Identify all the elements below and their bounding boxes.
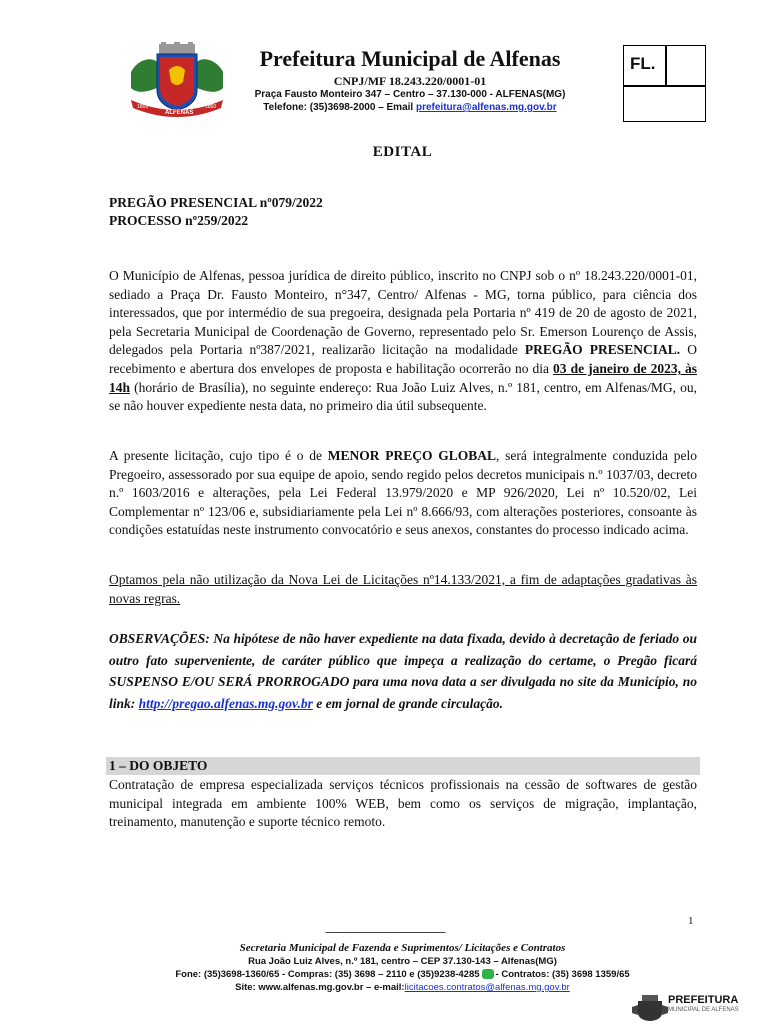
folio-box-hline — [623, 85, 706, 87]
section-1-text: Contratação de empresa especializada serviços técnicos profissionais na cessão de softwares de gestão municipal integrada em ambiente 100% WEB, bem como os serviços de migração, implantação, treinamento, manutenção e suporte técnico remoto. — [109, 777, 697, 830]
header-title: Prefeitura Municipal de Alfenas — [259, 46, 561, 71]
footer-address: Rua João Luiz Alves, n.º 181, centro – CEP 37.130-143 – Alfenas(MG) — [248, 956, 557, 967]
footer-crest-icon — [632, 995, 668, 1021]
footer-divider: --------------------------------------------- — [325, 926, 445, 938]
footer-logo-subtext: MUNICIPAL DE ALFENAS — [668, 1007, 739, 1013]
footer-department: Secretaria Municipal de Fazenda e Suprimentos/ Licitações e Contratos — [239, 942, 566, 954]
intro-paragraph: O Município de Alfenas, pessoa jurídica de direito público, inscrito no CNPJ sob o nº 18.243.220/0001-01, sediado a Praça Dr. Fausto Monteiro, n°347, Centro/ Alfenas - MG, torna público, para ciência dos interessados, que por intermédio de sua pregoeira, designada pela Portaria nº 419 de 20 de agosto de 2021, pela Secretaria Municipal de Coordenação de Governo, representado pelo Sr. Emerson Lourenço de Assis, delegados pela Portaria nº387/2021, realizarão licitação na modalidade PREGÃO PRESENCIAL. O recebimento e abertura dos envelopes de proposta e habilitação ocorrerão no dia 03 de janeiro de 2023, às 14h (horário de Brasília), no seguinte endereço: Rua João Luiz Alves, n.º 181, centro, em Alfenas/MG, ou, se não houver expediente nesta data, no primeiro dia útil subsequente. — [109, 268, 698, 414]
page-number: 1 — [688, 915, 694, 927]
svg-text:1860: 1860 — [205, 104, 217, 110]
footer-logo-text: PREFEITURA — [668, 994, 739, 1006]
observations-paragraph: OBSERVAÇÕES: Na hipótese de não haver expediente na data fixada, devido à decretação de feriado ou outro fato superveniente, de caráter público que impeça a realização do certame, o Pregão ficará SUSPENSO E/OU SERÁ PRORROGADO para uma nova data a ser divulgada no site da Município, no link: http://pregao.alfenas.mg.gov.br e em jornal de grande circulação. — [109, 631, 697, 711]
header-email-link[interactable]: prefeitura@alfenas.mg.gov.br — [415, 102, 557, 113]
header-address: Praça Fausto Monteiro 347 – Centro – 37.130-000 - ALFENAS(MG) — [254, 89, 566, 100]
document-title: EDITAL — [372, 144, 433, 160]
new-law-notice: Optamos pela não utilização da Nova Lei de Licitações nº14.133/2021, a fim de adaptações gradativas às novas regras. — [109, 572, 697, 606]
header-phone — [230, 102, 590, 113]
header-cnpj: CNPJ/MF 18.243.220/0001-01 — [333, 74, 487, 88]
pregao-link[interactable]: http://pregao.alfenas.mg.gov.br — [138, 695, 313, 711]
svg-text:ALFENAS: ALFENAS — [165, 110, 194, 116]
footer-site: Site: www.alfenas.mg.gov.br – e-mail:licitacoes.contratos@alfenas.mg.gov.br — [235, 982, 570, 993]
folio-box-divider — [665, 45, 667, 86]
footer-phones: Fone: (35)3698-1360/65 - Compras: (35) 3698 – 2110 e (35)9238-4285 - Contratos: (35) 3698 1359/65 — [175, 969, 630, 980]
licitacao-paragraph: A presente licitação, cujo tipo é o de MENOR PREÇO GLOBAL, será integralmente conduzida pelo Pregoeiro, assessorado por sua equipe de apoio, sendo regido pelos decretos municipais n.º 1037/03, decreto n.º 1603/2016 e alterações, pela Lei Federal 13.979/2020 e MP 926/2020, Lei nº 10.520/02, Lei Complementar nº 123/06 e, subsidiariamente pela Lei nº 8.666/93, com alterações posteriores, consoante às condições estatuídas neste instrumento convocatório e seus anexos, constantes do processo indicado acima. — [109, 448, 697, 538]
folio-label: FL. — [630, 54, 656, 73]
footer-email-link[interactable]: licitacoes.contratos@alfenas.mg.gov.br — [404, 982, 570, 993]
processo-number: PROCESSO nº259/2022 — [109, 213, 249, 228]
pregao-number: PREGÃO PRESENCIAL nº079/2022 — [109, 195, 323, 210]
header-phone-text: Telefone: (35)3698-2000 – Email — [263, 102, 416, 113]
section-1-title: 1 – DO OBJETO — [109, 758, 208, 773]
municipal-crest-logo — [127, 42, 227, 120]
whatsapp-icon — [482, 969, 494, 979]
svg-text:1869: 1869 — [137, 104, 149, 110]
